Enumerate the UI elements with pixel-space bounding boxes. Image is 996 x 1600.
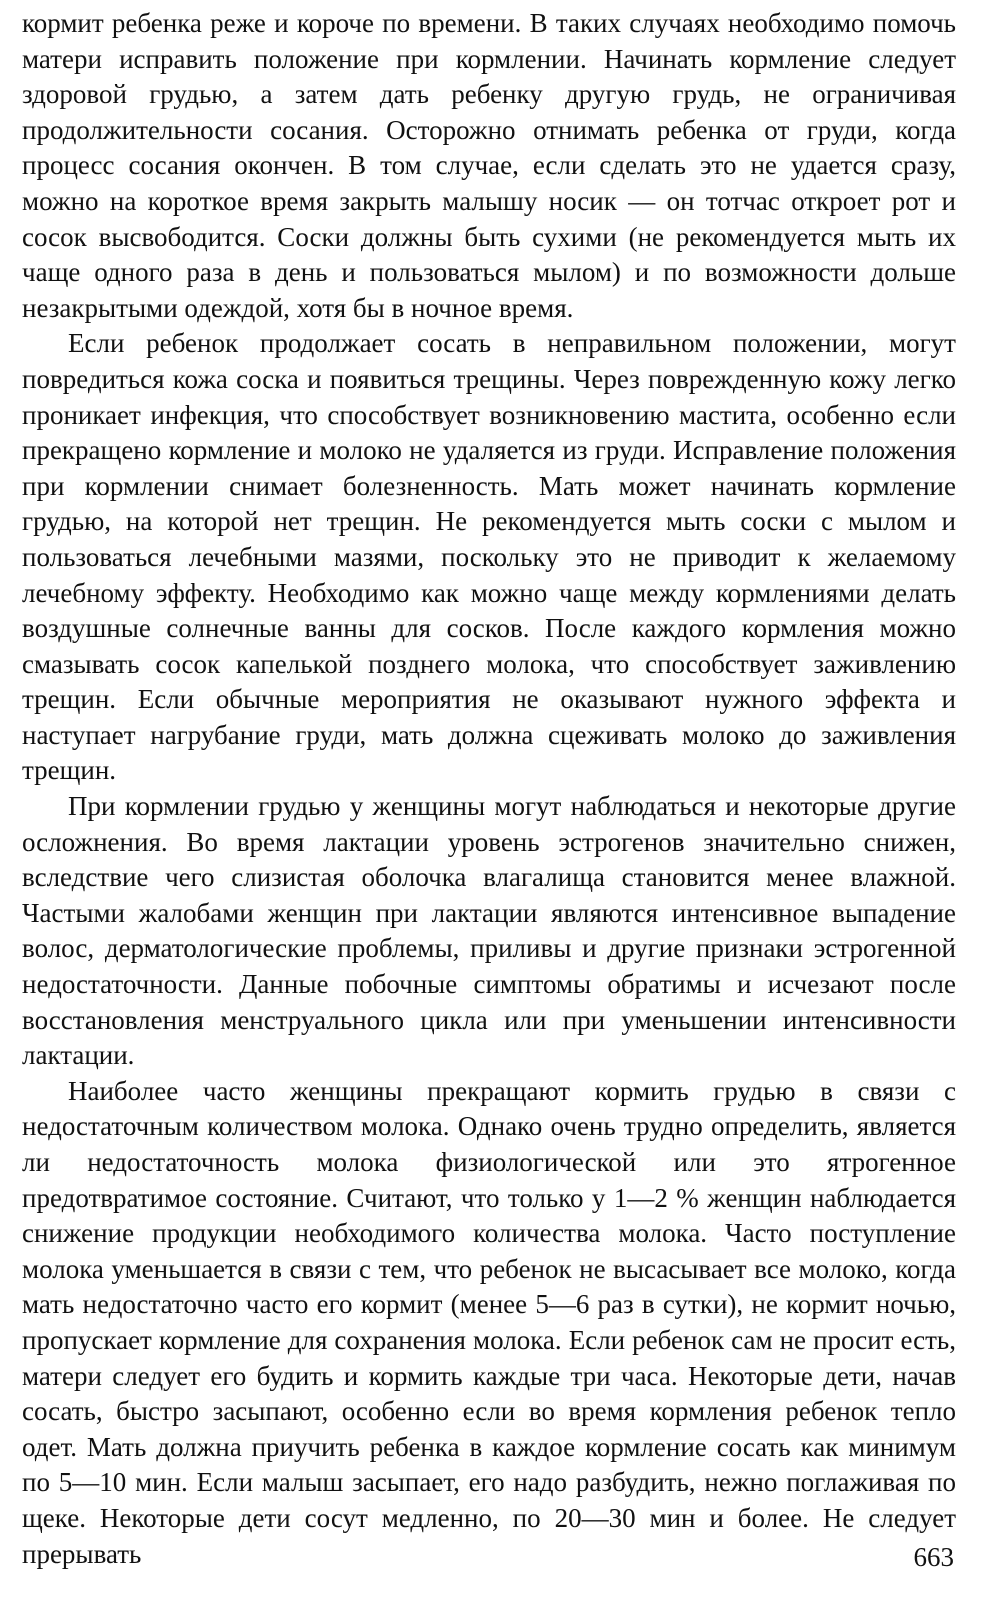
text-column — [22, 6, 956, 1572]
paragraph-1: кормит ребенка реже и короче по времени. В таких случаях необходимо помочь матери исправить положение при кормлении. Начинать кормление следует здоровой грудью, а затем дать ребенку другую грудь, не ограничивая продолжительности сосания. Осторожно отнимать ребенка от груди, когда процесс сосания окончен. В том случае, если сделать это не удается сразу, можно на короткое время закрыть малышу носик — он тотчас откроет рот и сосок высвободится. Соски должны быть сухими (не рекомендуется мыть их чаще одного раза в день и пользоваться мылом) и по возможности дольше незакрытыми одеждой, хотя бы в ночное время. — [22, 8, 956, 323]
paragraph-4: Наиболее часто женщины прекращают кормить грудью в связи с недостаточным количеством молока. Однако очень трудно определить, является ли недостаточность молока физиологической или это ятрогенное предотвратимое состояние. Считают, что только у 1—2 % женщин наблюдается снижение продукции необходимого количества молока. Часто поступление молока уменьшается в связи с тем, что ребенок не высасывает все молоко, когда мать недостаточно часто его кормит (менее 5—6 раз в сутки), не кормит ночью, пропускает кормление для сохранения молока. Если ребенок сам не просит есть, матери следует его будить и кормить каждые три часа. Некоторые дети, начав сосать, быстро засыпают, особенно если во время кормления ребенок тепло одет. Мать должна приучить ребенка в каждое кормление сосать как минимум по 5—10 мин. Если малыш засыпает, его надо разбудить, нежно поглаживая по щеке. Некоторые дети сосут медленно, по 20—30 мин и более. Не следует прерывать — [22, 1075, 956, 1569]
paragraph-3: При кормлении грудью у женщины могут наблюдаться и некоторые другие осложнения. Во время лактации уровень эстрогенов значительно снижен, вследствие чего слизистая оболочка влагалища становится менее влажной. Частыми жалобами женщин при лактации являются интенсивное выпадение волос, дерматологические проблемы, приливы и другие признаки эстрогенной недостаточности. Данные побочные симптомы обратимы и исчезают после восстановления менструального цикла или при уменьшении интенсивности лактации. — [22, 791, 956, 1071]
paragraph-2: Если ребенок продолжает сосать в неправильном положении, могут повредиться кожа соска и появиться трещины. Через поврежденную кожу легко проникает инфекция, что способствует возникновению мастита, особенно если прекращено кормление и молоко не удаляется из груди. Исправление положения при кормлении снимает болезненность. Мать может начинать кормление грудью, на которой нет трещин. Не рекомендуется мыть соски с мылом и пользоваться лечебными мазями, поскольку это не приводит к желаемому лечебному эффекту. Необходимо как можно чаще между кормлениями делать воздушные солнечные ванны для сосков. После каждого кормления можно смазывать сосок капелькой позднего молока, что способствует заживлению трещин. Если обычные мероприятия не оказывают нужного эффекта и наступает нагрубание груди, мать должна сцеживать молоко до заживления трещин. — [22, 328, 956, 786]
page-number: 663 — [913, 1542, 954, 1572]
